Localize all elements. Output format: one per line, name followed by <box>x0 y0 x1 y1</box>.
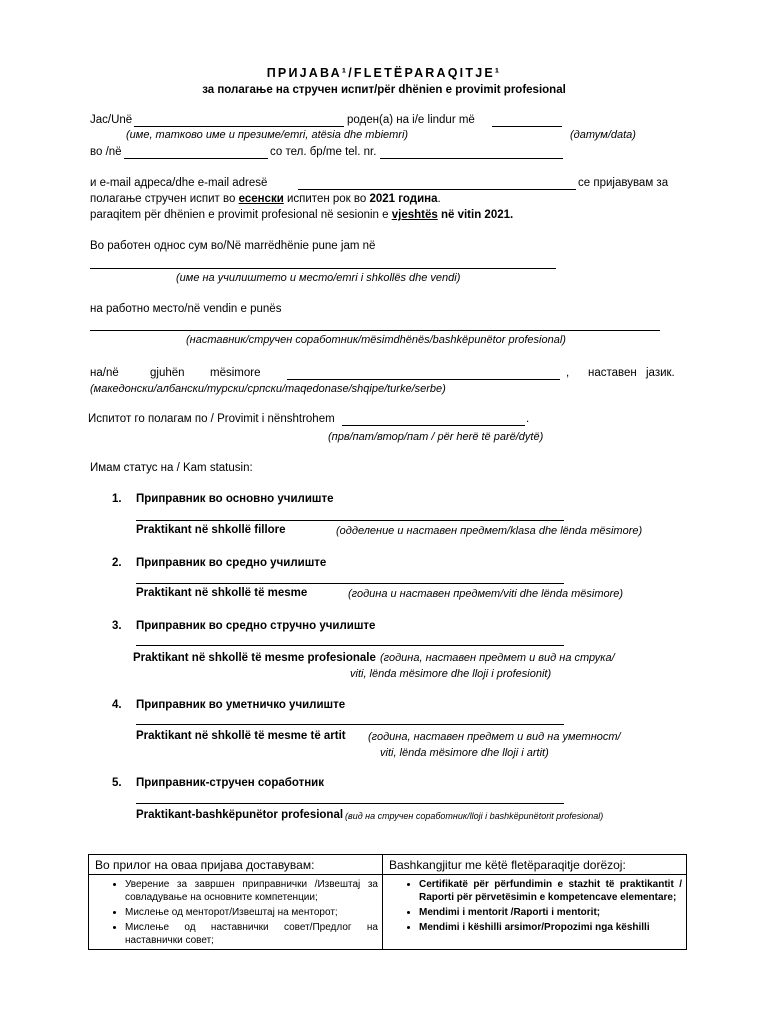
attachments-al-header: Bashkangjitur me këtë fletëparaqitje dorëzoj: <box>383 855 686 875</box>
status-number-3: 3. <box>112 620 122 632</box>
language-field[interactable] <box>287 379 560 380</box>
autumn-session-al: vjeshtës <box>391 209 438 221</box>
attempt-end: . <box>526 413 530 425</box>
name-label: Јас/Unë <box>90 114 133 126</box>
name-field[interactable] <box>134 126 344 127</box>
status-item-4-hint: (година, наставен предмет и вид на уметност/ <box>368 731 621 743</box>
status-item-3-hint: (година, наставен предмет и вид на струка/ <box>380 652 615 664</box>
status-item-4-hint2: viti, lënda mësimore dhe lloji i artit) <box>380 747 549 759</box>
place-label: во /në <box>90 146 122 158</box>
exam-session-mk: полагање стручен испит во есенски испитен рок во 2021 година. <box>90 193 441 205</box>
status-item-5-field[interactable] <box>136 803 564 804</box>
attachment-mk-item: • Мислење од менторот/Извештај на менторот; <box>125 906 378 919</box>
phone-field[interactable] <box>380 158 563 159</box>
language-comma: , <box>566 367 570 379</box>
status-item-1-al: Praktikant në shkollë fillore <box>136 524 286 536</box>
name-hint: (име, татково име и презиме/emri, atësia dhe mbiemri) <box>126 129 409 141</box>
status-number-2: 2. <box>112 557 122 569</box>
status-item-5-hint: (вид на стручен соработник/lloji i bashkëpunëtorit profesional) <box>345 811 604 821</box>
birth-date-label: роден(а) на i/e lindur më <box>347 114 475 126</box>
form-title: ПРИЈАВА¹/FLETËPARAQITJE¹ <box>266 66 502 80</box>
attachments-mk-cell <box>89 855 383 950</box>
register-label: се пријавувам за <box>578 177 669 189</box>
position-label: на работно место/në vendin e punës <box>90 303 282 315</box>
attempt-field[interactable] <box>342 425 525 426</box>
email-field[interactable] <box>298 189 576 190</box>
status-item-4-field[interactable] <box>136 724 564 725</box>
language-word-na: на/në <box>90 367 119 379</box>
birth-date-field[interactable] <box>492 126 562 127</box>
attachment-mk-item: • Уверение за завршен приправнички /Извештај за совладување на основните компетенции; <box>125 878 378 904</box>
employment-label: Во работен однос сум во/Në marrëdhënie pune jam në <box>90 240 376 252</box>
status-number-4: 4. <box>112 699 122 711</box>
email-label: и e-mail адреса/dhe e-mail adresë <box>90 177 268 189</box>
attachments-table <box>88 854 687 950</box>
attachments-mk-header: Во прилог на оваа пријава доставувам: <box>89 855 382 875</box>
language-word-gjuhen: gjuhën <box>150 367 185 379</box>
exam-session-al: paraqitem për dhënien e provimit profesional në sesionin e vjeshtës në vitin 2021. <box>90 209 514 221</box>
status-item-1-mk: Приправник во основно училиште <box>136 493 334 505</box>
status-item-5-mk: Приправник-стручен соработник <box>136 777 324 789</box>
status-item-1-field[interactable] <box>136 520 564 521</box>
status-item-3-hint2: viti, lënda mësimore dhe lloji i profesionit) <box>350 668 552 680</box>
language-hint: (македонски/албански/турски/српски/maqedonase/shqipe/turke/serbe) <box>90 383 446 395</box>
attachment-mk-item: • Мислење од наставнички совет/Предлог на наставнички совет; <box>125 921 378 947</box>
status-item-5-al: Praktikant-bashkëpunëtor profesional <box>136 809 344 821</box>
status-item-3-al: Praktikant në shkollë të mesme profesionale <box>133 652 376 664</box>
school-hint: (име на училиштето и место/emri i shkollës dhe vendi) <box>176 272 461 284</box>
attachments-al-list <box>383 878 686 934</box>
attachment-al-item: • Certifikatë për përfundimin e stazhit të praktikantit / Raporti për përvetësimin e kompetencave elementare; <box>419 878 682 904</box>
language-word-nastaven: наставен <box>588 367 637 379</box>
school-field[interactable] <box>90 268 556 269</box>
date-hint: (датум/data) <box>570 129 636 141</box>
status-number-5: 5. <box>112 777 122 789</box>
exam-year-mk: 2021 година <box>369 193 438 205</box>
position-field[interactable] <box>90 330 660 331</box>
status-item-2-al: Praktikant në shkollë të mesme <box>136 587 308 599</box>
attachments-al-cell <box>383 855 687 950</box>
phone-label: со тел. бр/me tel. nr. <box>270 146 377 158</box>
form-subtitle: за полагање на стручен испит/për dhënien e provimit profesional <box>202 84 566 96</box>
language-word-mesimore: mësimore <box>210 367 261 379</box>
attachment-al-item: • Mendimi i mentorit /Raporti i mentorit; <box>419 906 682 919</box>
attachment-al-item: • Mendimi i këshilli arsimor/Propozimi nga këshilli <box>419 921 682 934</box>
attempt-hint: (прв/пат/втор/пат / për herë të parë/dytë) <box>328 431 544 443</box>
status-item-1-hint: (одделение и наставен предмет/klasa dhe lënda mësimore) <box>336 525 643 537</box>
attempt-label: Испитот го полагам по / Provimit i nënshtrohem <box>88 413 335 425</box>
status-item-3-field[interactable] <box>136 645 564 646</box>
attachments-mk-list <box>89 878 382 947</box>
status-item-4-al: Praktikant në shkollë të mesme të artit <box>136 730 346 742</box>
status-label: Имам статус на / Kam statusin: <box>90 462 253 474</box>
position-hint: (наставник/стручен соработник/mësimdhënës/bashkëpunëtor profesional) <box>186 334 566 346</box>
status-item-2-hint: (година и наставен предмет/viti dhe lënda mësimore) <box>348 588 624 600</box>
status-item-2-field[interactable] <box>136 583 564 584</box>
status-item-2-mk: Приправник во средно училиште <box>136 557 327 569</box>
language-word-jazik: јазик. <box>646 367 675 379</box>
autumn-session-mk: есенски <box>238 193 284 205</box>
status-number-1: 1. <box>112 493 122 505</box>
place-field[interactable] <box>124 158 268 159</box>
status-item-3-mk: Приправник во средно стручно училиште <box>136 620 376 632</box>
status-item-4-mk: Приправник во уметничко училиште <box>136 699 346 711</box>
